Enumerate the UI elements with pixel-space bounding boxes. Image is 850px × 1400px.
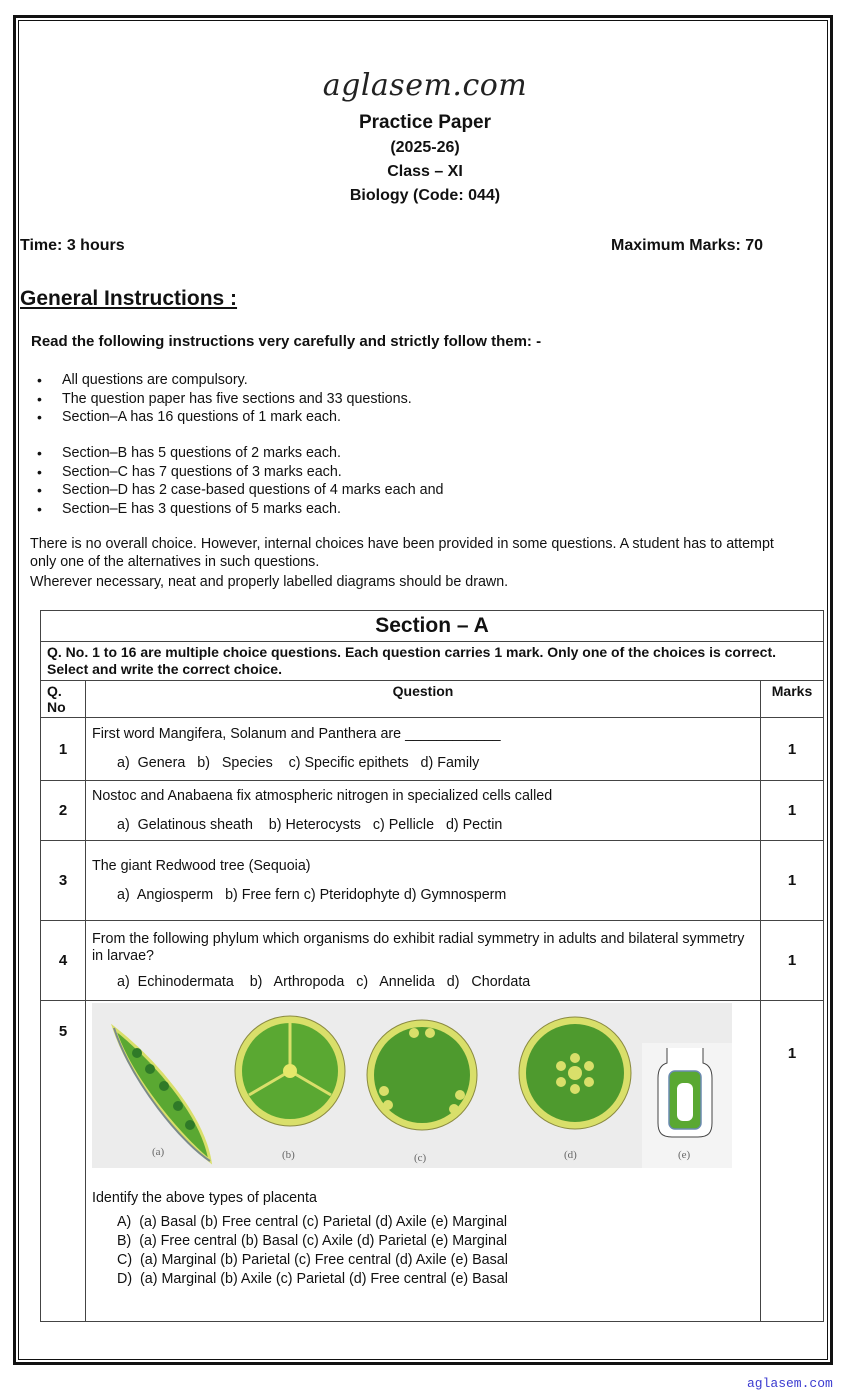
paper-title: Practice Paper: [358, 112, 492, 133]
placenta-e-basal-image: [642, 1043, 732, 1168]
question-options: a) Angiosperm b) Free fern c) Pteridophyte d) Gymnosperm: [117, 886, 507, 903]
question-cell: [86, 718, 761, 781]
table-row: [41, 841, 824, 921]
answer-choices: [92, 1213, 754, 1289]
answer-choice: A) (a) Basal (b) Free central (c) Parietal (d) Axile (e) Marginal: [117, 1214, 508, 1230]
question-cell: [86, 921, 761, 1001]
instruction-item: • Section–B has 5 questions of 2 marks each.: [31, 444, 443, 463]
instruction-item: • All questions are compulsory.: [31, 371, 412, 390]
section-title: Section – A: [41, 611, 824, 642]
figure-label-c: (c): [414, 1152, 427, 1164]
question-marks: 1: [761, 781, 824, 841]
paper-class: Class – XI: [387, 163, 463, 180]
paper-session: (2025-26): [390, 139, 460, 156]
question-text: Nostoc and Anabaena fix atmospheric nitrogen in specialized cells called: [92, 787, 553, 804]
table-row: [41, 718, 824, 781]
table-row: [41, 1001, 824, 1322]
question-cell: [86, 841, 761, 921]
placenta-figure: [92, 1003, 732, 1168]
footer-watermark: aglasem.com: [747, 1376, 833, 1391]
question-marks: 1: [761, 841, 824, 921]
question-text: First word Mangifera, Solanum and Panthera are ____________: [92, 726, 501, 742]
question-text: From the following phylum which organisms do exhibit radial symmetry in adults and bilateral symmetry in larvae?: [92, 930, 745, 964]
figure-label-e: (e): [678, 1149, 691, 1161]
question-options: a) Echinodermata b) Arthropoda c) Annelida d) Chordata: [117, 973, 531, 990]
figure-label-d: (d): [564, 1149, 577, 1161]
choice-note: There is no overall choice. However, internal choices have been provided in some questions. A student has to attempt only one of the alternatives in such questions.: [30, 536, 774, 570]
instruction-item: • Section–D has 2 case-based questions of 4 marks each and: [31, 481, 443, 500]
time-allowed: Time: 3 hours: [20, 237, 125, 254]
table-row: [41, 781, 824, 841]
instructions-intro: Read the following instructions very carefully and strictly follow them: -: [31, 333, 542, 350]
instruction-item: • Section–C has 7 questions of 3 marks each.: [31, 463, 443, 482]
maximum-marks: Maximum Marks: 70: [611, 237, 764, 254]
section-a-table: [40, 610, 824, 1322]
question-cell: [86, 1001, 761, 1322]
question-cell: [86, 781, 761, 841]
question-text: Identify the above types of placenta: [92, 1190, 317, 1206]
answer-choice: C) (a) Marginal (b) Parietal (c) Free central (d) Axile (e) Basal: [117, 1252, 508, 1268]
question-number: 5: [41, 1001, 86, 1322]
question-number: 3: [41, 841, 86, 921]
instruction-item: • Section–A has 16 questions of 1 mark each.: [31, 408, 412, 427]
figure-label-a: (a): [152, 1146, 165, 1158]
instruction-list-1: [31, 371, 412, 427]
instruction-item: • Section–E has 3 questions of 5 marks each.: [31, 500, 443, 519]
question-text: The giant Redwood tree (Sequoia): [92, 857, 311, 874]
question-number: 4: [41, 921, 86, 1001]
paper-subject: Biology (Code: 044): [349, 187, 501, 204]
table-row: [41, 921, 824, 1001]
figure-label-b: (b): [282, 1149, 295, 1161]
question-number: 1: [41, 718, 86, 781]
instruction-item: • The question paper has five sections and 33 questions.: [31, 390, 412, 409]
site-logo: aglasem.com: [322, 68, 528, 103]
column-header-marks: Marks: [761, 681, 824, 718]
column-header-question: Question: [86, 681, 761, 718]
question-number: 2: [41, 781, 86, 841]
question-marks: 1: [761, 921, 824, 1001]
question-options: a) Gelatinous sheath b) Heterocysts c) Pellicle d) Pectin: [117, 816, 503, 833]
diagram-note: Wherever necessary, neat and properly labelled diagrams should be drawn.: [30, 574, 509, 590]
answer-choice: B) (a) Free central (b) Basal (c) Axile (d) Parietal (e) Marginal: [117, 1233, 508, 1249]
question-marks: 1: [761, 718, 824, 781]
general-instructions-heading: General Instructions :: [20, 287, 238, 310]
table-header-row: [41, 681, 824, 718]
question-options: a) Genera b) Species c) Specific epithets d) Family: [117, 755, 480, 771]
answer-choice: D) (a) Marginal (b) Axile (c) Parietal (d) Free central (e) Basal: [117, 1271, 508, 1287]
column-header-qno: Q. No: [41, 681, 86, 718]
section-note: Q. No. 1 to 16 are multiple choice questions. Each question carries 1 mark. Only one of the choices is correct. Select and write the correct choice.: [41, 642, 824, 681]
question-marks: 1: [761, 1001, 824, 1322]
instruction-list-2: [31, 444, 443, 518]
